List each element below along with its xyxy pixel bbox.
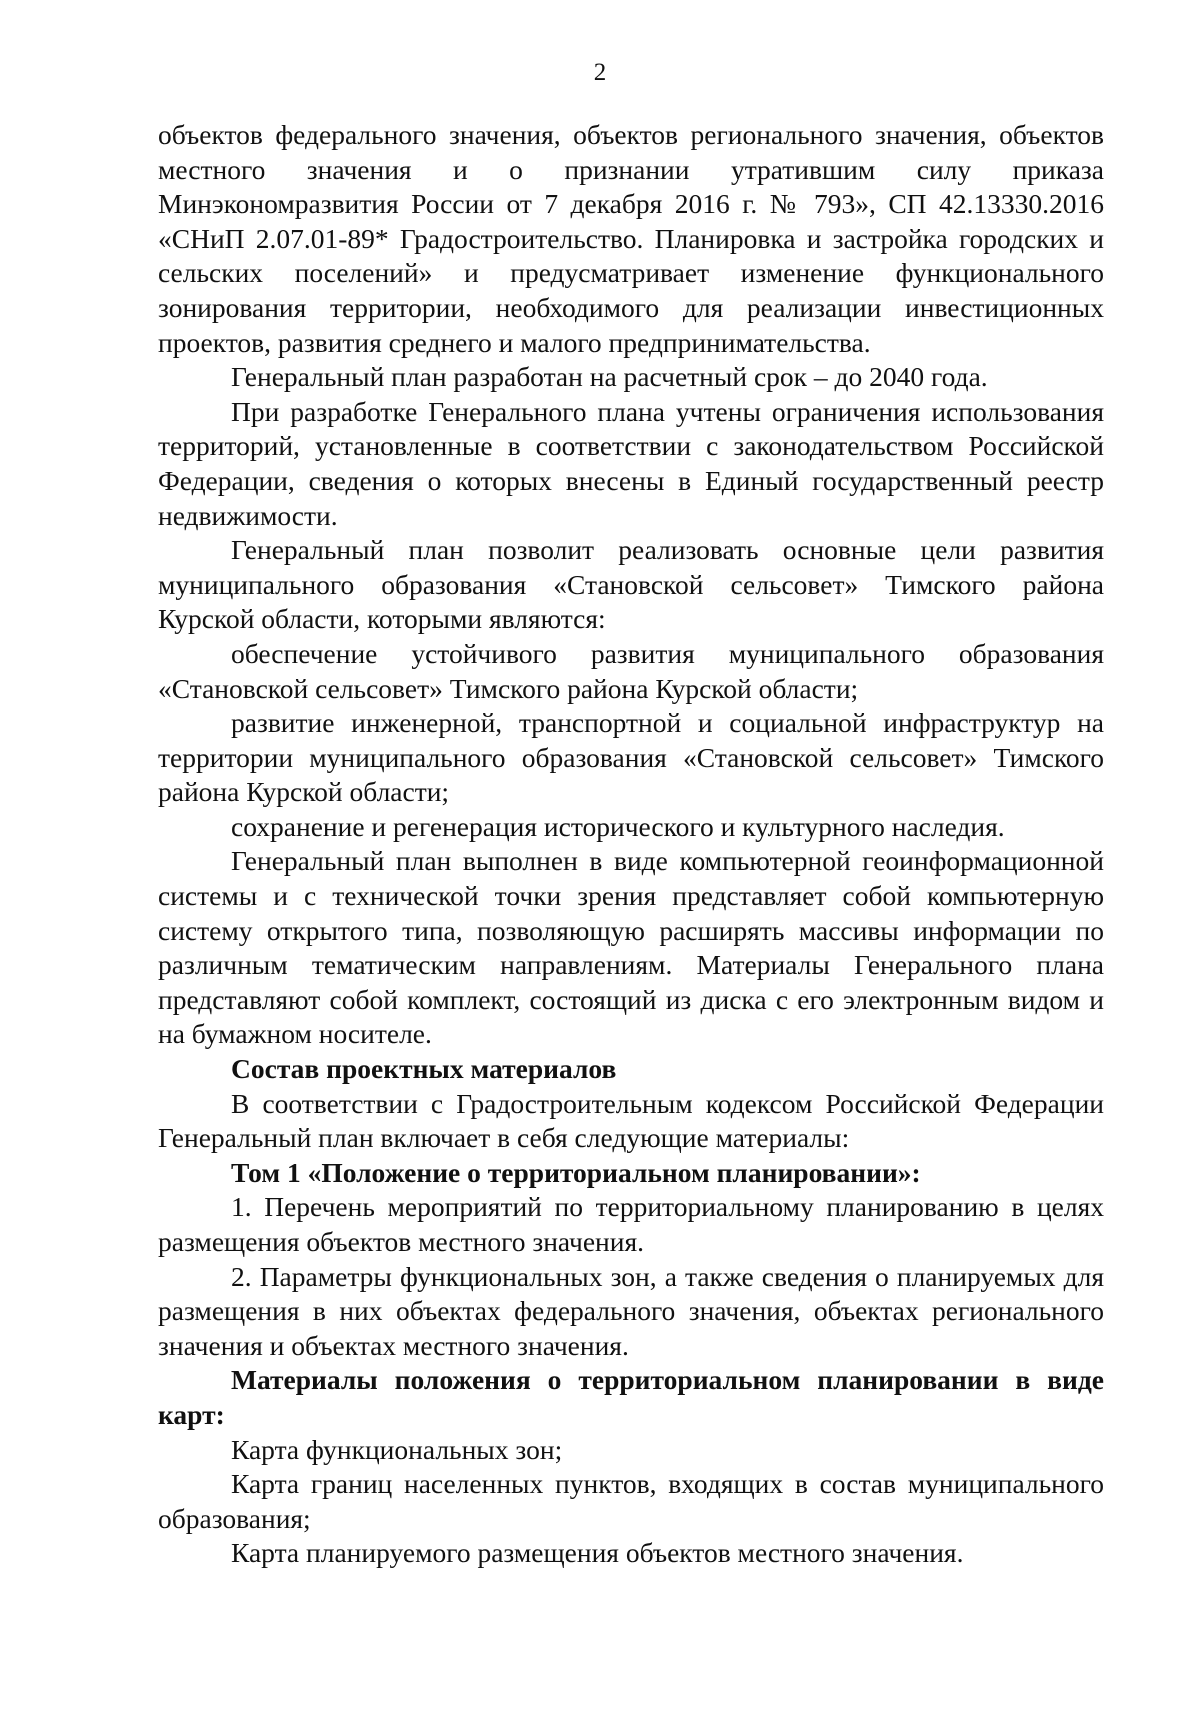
map-item-local-objects: Карта планируемого размещения объектов местного значения. xyxy=(231,1537,964,1569)
list-item-1-measures: 1. Перечень мероприятий по территориальному планированию в целях размещения объектов местного значения. xyxy=(158,1191,1104,1257)
paragraph-goal-sustainable-development: обеспечение устойчивого развития муниципального образования «Становской сельсовет» Тимского района Курской области; xyxy=(158,637,1104,704)
paragraph-materials-intro: В соответствии с Градостроительным кодексом Российской Федерации Генеральный план включает в себя следующие материалы: xyxy=(158,1087,1104,1154)
paragraph-restrictions: При разработке Генерального плана учтены ограничения использования территорий, установленные в соответствии с законодательством Российской Федерации, сведения о которых внесены в Единый государственный реестр недвижимости. xyxy=(158,395,1104,531)
paragraph-goals-intro: Генеральный план позволит реализовать основные цели развития муниципального образования «Становской сельсовет» Тимского района Курской области, которыми являются: xyxy=(158,534,1104,635)
paragraph-intro-continuation: объектов федерального значения, объектов регионального значения, объектов местного значения и о признании утратившим силу приказа Минэкономразвития России от 7 декабря 2016 г. № 793», СП 42.13330.2016 «СНиП 2.07.01-89* Градостроительство. Планировка и застройка городских и сельских поселений» и предусматривает изменение функционального зонирования территории, необходимого для реализации инвестиционных проектов, развития среднего и малого предпринимательства. xyxy=(158,119,1104,358)
document-body xyxy=(158,118,1104,1571)
page-number: 2 xyxy=(593,59,607,86)
heading-maps-materials: Материалы положения о территориальном планировании в виде карт: xyxy=(158,1364,1104,1430)
list-item-2-parameters: 2. Параметры функциональных зон, а также сведения о планируемых для размещения в них объектах федерального значения, объектах регионального значения и объектах местного значения. xyxy=(158,1260,1104,1361)
heading-volume-1: Том 1 «Положение о территориальном планировании»: xyxy=(231,1156,921,1188)
paragraph-goal-heritage: сохранение и регенерация исторического и культурного наследия. xyxy=(231,810,1005,842)
paragraph-planning-period: Генеральный план разработан на расчетный срок – до 2040 года. xyxy=(231,361,988,393)
paragraph-goal-infrastructure: развитие инженерной, транспортной и социальной инфраструктур на территории муниципального образования «Становской сельсовет» Тимского района Курской области; xyxy=(158,707,1104,808)
heading-project-materials: Состав проектных материалов xyxy=(231,1053,617,1085)
map-item-functional-zones: Карта функциональных зон; xyxy=(231,1433,563,1465)
map-item-settlement-boundaries: Карта границ населенных пунктов, входящих в состав муниципального образования; xyxy=(158,1468,1104,1534)
paragraph-gis-description: Генеральный план выполнен в виде компьютерной геоинформационной системы и с технической точки зрения представляет собой компьютерную систему открытого типа, позволяющую расширять массивы информации по различным тематическим направлениям. Материалы Генерального плана представляют собой комплект, состоящий из диска с его электронным видом и на бумажном носителе. xyxy=(158,845,1104,1050)
